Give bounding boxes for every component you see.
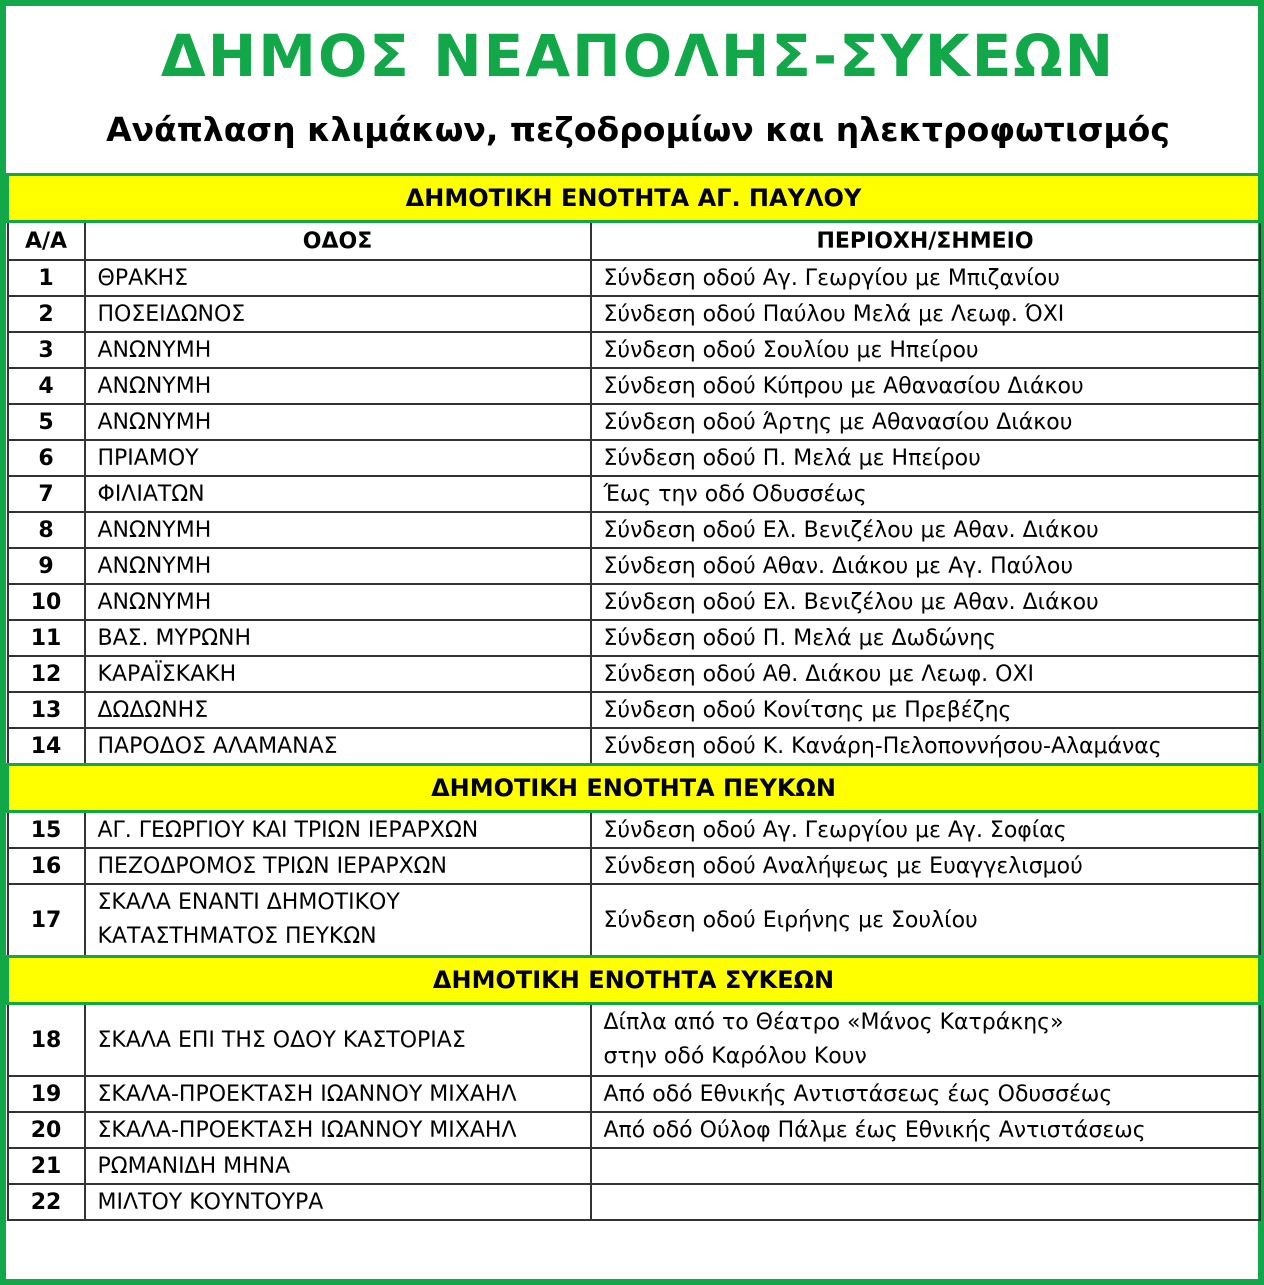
row-number: 1 [8,260,85,296]
area-cell: Έως την οδό Οδυσσέως [591,476,1260,512]
row-number: 22 [8,1184,85,1220]
table-row [8,656,1260,692]
area-cell: Σύνδεση οδού Αγ. Γεωργίου με Μπιζανίου [591,260,1260,296]
table-row [8,812,1260,849]
area-cell: Σύνδεση οδού Σουλίου με Ηπείρου [591,332,1260,368]
street-cell: ΒΑΣ. ΜΥΡΩΝΗ [85,620,591,656]
table-row [8,296,1260,332]
area-cell: Σύνδεση οδού Κύπρου με Αθανασίου Διάκου [591,368,1260,404]
area-cell: Σύνδεση οδού Κ. Κανάρη-Πελοποννήσου-Αλαμάνας [591,728,1260,765]
section-title: ΔΗΜΟΤΙΚΗ ΕΝΟΤΗΤΑ ΣΥΚΕΩΝ [8,957,1260,1004]
column-header-street: ΟΔΟΣ [85,222,591,261]
table-row [8,476,1260,512]
streets-table [6,173,1261,1221]
street-cell: ΣΚΑΛΑ ΕΠΙ ΤΗΣ ΟΔΟΥ ΚΑΣΤΟΡΙΑΣ [85,1004,591,1077]
area-cell: Από οδό Ούλοφ Πάλμε έως Εθνικής Αντιστάσεως [591,1112,1260,1148]
column-header-row [8,222,1260,261]
area-cell: Σύνδεση οδού Π. Μελά με Ηπείρου [591,440,1260,476]
street-cell: ΑΝΩΝΥΜΗ [85,368,591,404]
column-header-number: Α/Α [8,222,85,261]
section-header-row [8,765,1260,812]
row-number: 13 [8,692,85,728]
street-cell: ΣΚΑΛΑ-ΠΡΟΕΚΤΑΣΗ ΙΩΑΝΝΟΥ ΜΙΧΑΗΛ [85,1076,591,1112]
area-cell: Σύνδεση οδού Αθ. Διάκου με Λεωφ. ΟΧΙ [591,656,1260,692]
table-row [8,332,1260,368]
area-cell: Σύνδεση οδού Ελ. Βενιζέλου με Αθαν. Διάκου [591,512,1260,548]
area-cell [591,1184,1260,1220]
table-row [8,620,1260,656]
area-cell: Σύνδεση οδού Π. Μελά με Δωδώνης [591,620,1260,656]
street-cell: ΑΓ. ΓΕΩΡΓΙΟΥ ΚΑΙ ΤΡΙΩΝ ΙΕΡΑΡΧΩΝ [85,812,591,849]
table-row [8,1004,1260,1077]
row-number: 2 [8,296,85,332]
section-header-row [8,957,1260,1004]
row-number: 5 [8,404,85,440]
table-row [8,884,1260,957]
page-subtitle: Ανάπλαση κλιμάκων, πεζοδρομίων και ηλεκτροφωτισμός [106,110,1170,149]
area-line: Δίπλα από το Θέατρο «Μάνος Κατράκης» [603,1010,1064,1035]
table-row [8,692,1260,728]
header [12,12,1264,176]
row-number: 4 [8,368,85,404]
street-cell: ΑΝΩΝΥΜΗ [85,512,591,548]
street-cell: ΠΑΡΟΔΟΣ ΑΛΑΜΑΝΑΣ [85,728,591,765]
street-cell [85,884,591,957]
area-cell: Σύνδεση οδού Ειρήνης με Σουλίου [591,884,1260,957]
row-number: 17 [8,884,85,957]
street-cell: ΚΑΡΑΪΣΚΑΚΗ [85,656,591,692]
street-line: ΚΑΤΑΣΤΗΜΑΤΟΣ ΠΕΥΚΩΝ [97,924,377,949]
table-row [8,1112,1260,1148]
row-number: 8 [8,512,85,548]
table-row [8,584,1260,620]
page-title: ΔΗΜΟΣ ΝΕΑΠΟΛΗΣ-ΣΥΚΕΩΝ [160,22,1116,90]
area-cell: Σύνδεση οδού Παύλου Μελά με Λεωφ. ΌΧΙ [591,296,1260,332]
row-number: 10 [8,584,85,620]
area-cell [591,1148,1260,1184]
street-cell: ΠΡΙΑΜΟΥ [85,440,591,476]
table-row [8,440,1260,476]
street-cell: ΡΩΜΑΝΙΔΗ ΜΗΝΑ [85,1148,591,1184]
table-row [8,848,1260,884]
table-row [8,728,1260,765]
table-row [8,548,1260,584]
street-cell: ΑΝΩΝΥΜΗ [85,548,591,584]
row-number: 19 [8,1076,85,1112]
table-row [8,1148,1260,1184]
section-title: ΔΗΜΟΤΙΚΗ ΕΝΟΤΗΤΑ ΠΕΥΚΩΝ [8,765,1260,812]
table-row [8,260,1260,296]
section-title: ΔΗΜΟΤΙΚΗ ΕΝΟΤΗΤΑ ΑΓ. ΠΑΥΛΟΥ [8,175,1260,222]
table-row [8,1184,1260,1220]
area-cell: Σύνδεση οδού Ελ. Βενιζέλου με Αθαν. Διάκου [591,584,1260,620]
street-cell: ΑΝΩΝΥΜΗ [85,404,591,440]
street-line: ΣΚΑΛΑ ΕΝΑΝΤΙ ΔΗΜΟΤΙΚΟΥ [97,890,400,915]
column-header-area: ΠΕΡΙΟΧΗ/ΣΗΜΕΙΟ [591,222,1260,261]
area-cell: Από οδό Εθνικής Αντιστάσεως έως Οδυσσέως [591,1076,1260,1112]
row-number: 11 [8,620,85,656]
area-cell [591,1004,1260,1077]
street-cell: ΑΝΩΝΥΜΗ [85,584,591,620]
row-number: 3 [8,332,85,368]
row-number: 14 [8,728,85,765]
row-number: 21 [8,1148,85,1184]
area-cell: Σύνδεση οδού Αθαν. Διάκου με Αγ. Παύλου [591,548,1260,584]
street-cell: ΦΙΛΙΑΤΩΝ [85,476,591,512]
row-number: 18 [8,1004,85,1077]
table-row [8,404,1260,440]
area-cell: Σύνδεση οδού Κονίτσης με Πρεβέζης [591,692,1260,728]
row-number: 7 [8,476,85,512]
area-cell: Σύνδεση οδού Άρτης με Αθανασίου Διάκου [591,404,1260,440]
street-cell: ΠΟΣΕΙΔΩΝΟΣ [85,296,591,332]
street-cell: ΠΕΖΟΔΡΟΜΟΣ ΤΡΙΩΝ ΙΕΡΑΡΧΩΝ [85,848,591,884]
table-row [8,512,1260,548]
row-number: 6 [8,440,85,476]
row-number: 12 [8,656,85,692]
row-number: 20 [8,1112,85,1148]
street-cell: ΑΝΩΝΥΜΗ [85,332,591,368]
area-cell: Σύνδεση οδού Αναλήψεως με Ευαγγελισμού [591,848,1260,884]
table-row [8,368,1260,404]
row-number: 9 [8,548,85,584]
street-cell: ΔΩΔΩΝΗΣ [85,692,591,728]
table-row [8,1076,1260,1112]
area-cell: Σύνδεση οδού Αγ. Γεωργίου με Αγ. Σοφίας [591,812,1260,849]
section-header-row [8,175,1260,222]
area-line: στην οδό Καρόλου Κουν [603,1044,867,1069]
street-cell: ΣΚΑΛΑ-ΠΡΟΕΚΤΑΣΗ ΙΩΑΝΝΟΥ ΜΙΧΑΗΛ [85,1112,591,1148]
row-number: 15 [8,812,85,849]
row-number: 16 [8,848,85,884]
street-cell: ΜΙΛΤΟΥ ΚΟΥΝΤΟΥΡΑ [85,1184,591,1220]
street-cell: ΘΡΑΚΗΣ [85,260,591,296]
